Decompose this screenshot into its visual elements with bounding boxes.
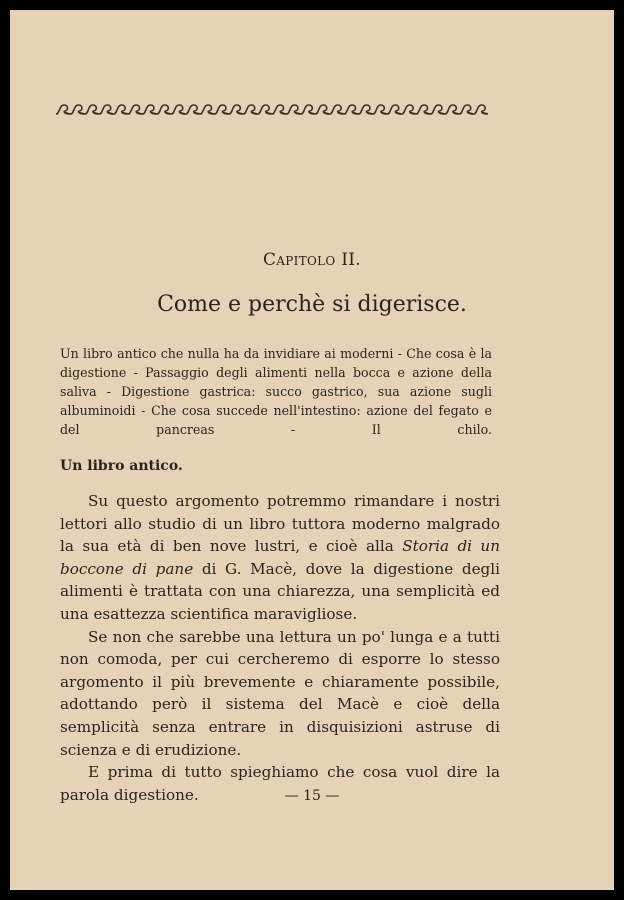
- chapter-label: Capitolo II.: [263, 250, 361, 270]
- section-heading: Un libro antico.: [60, 458, 183, 474]
- chapter-summary: Un libro antico che nulla ha da invidiare ai moderni - Che cosa è la digestione - Passaggio degli alimenti nella bocca e azione della saliva - Digestione gastrica: succo gastrico, sua azione sugli albuminoidi - Che cosa succede nell'intestino: azione del fegato e del pancreas - Il chilo.: [60, 346, 492, 437]
- chapter-title: Come e perchè si digerisce.: [157, 292, 467, 317]
- decorative-wave-border: [56, 102, 488, 118]
- paragraph-2: Se non che sarebbe una lettura un po' lunga e a tutti non comoda, per cui cercheremo di esporre lo stesso argomento il più brevemente e chiaramente possibile, adottando però il sistema del Macè e cioè della semplicità senza entrare in disquisizioni astruse di scienza e di erudizione.: [60, 627, 500, 759]
- body-text: [60, 490, 500, 806]
- paragraph-3: E prima di tutto spieghiamo che cosa vuol dire la parola digestione.: [60, 763, 500, 804]
- page-number: — 15 —: [284, 788, 340, 804]
- paragraph-1: Su questo argomento potremmo rimandare i nostri lettori allo studio di un libro tuttora moderno malgrado la sua età di ben nove lustri, e cioè alla Storia di un boccone di pane di G. Macè, dove la digestione degli alimenti è trattata con una chiarezza, una semplicità ed una esattezza scientifica maravigliose.: [60, 492, 500, 623]
- book-page: [10, 10, 614, 890]
- book-title: Storia di un boccone di pane: [60, 537, 500, 578]
